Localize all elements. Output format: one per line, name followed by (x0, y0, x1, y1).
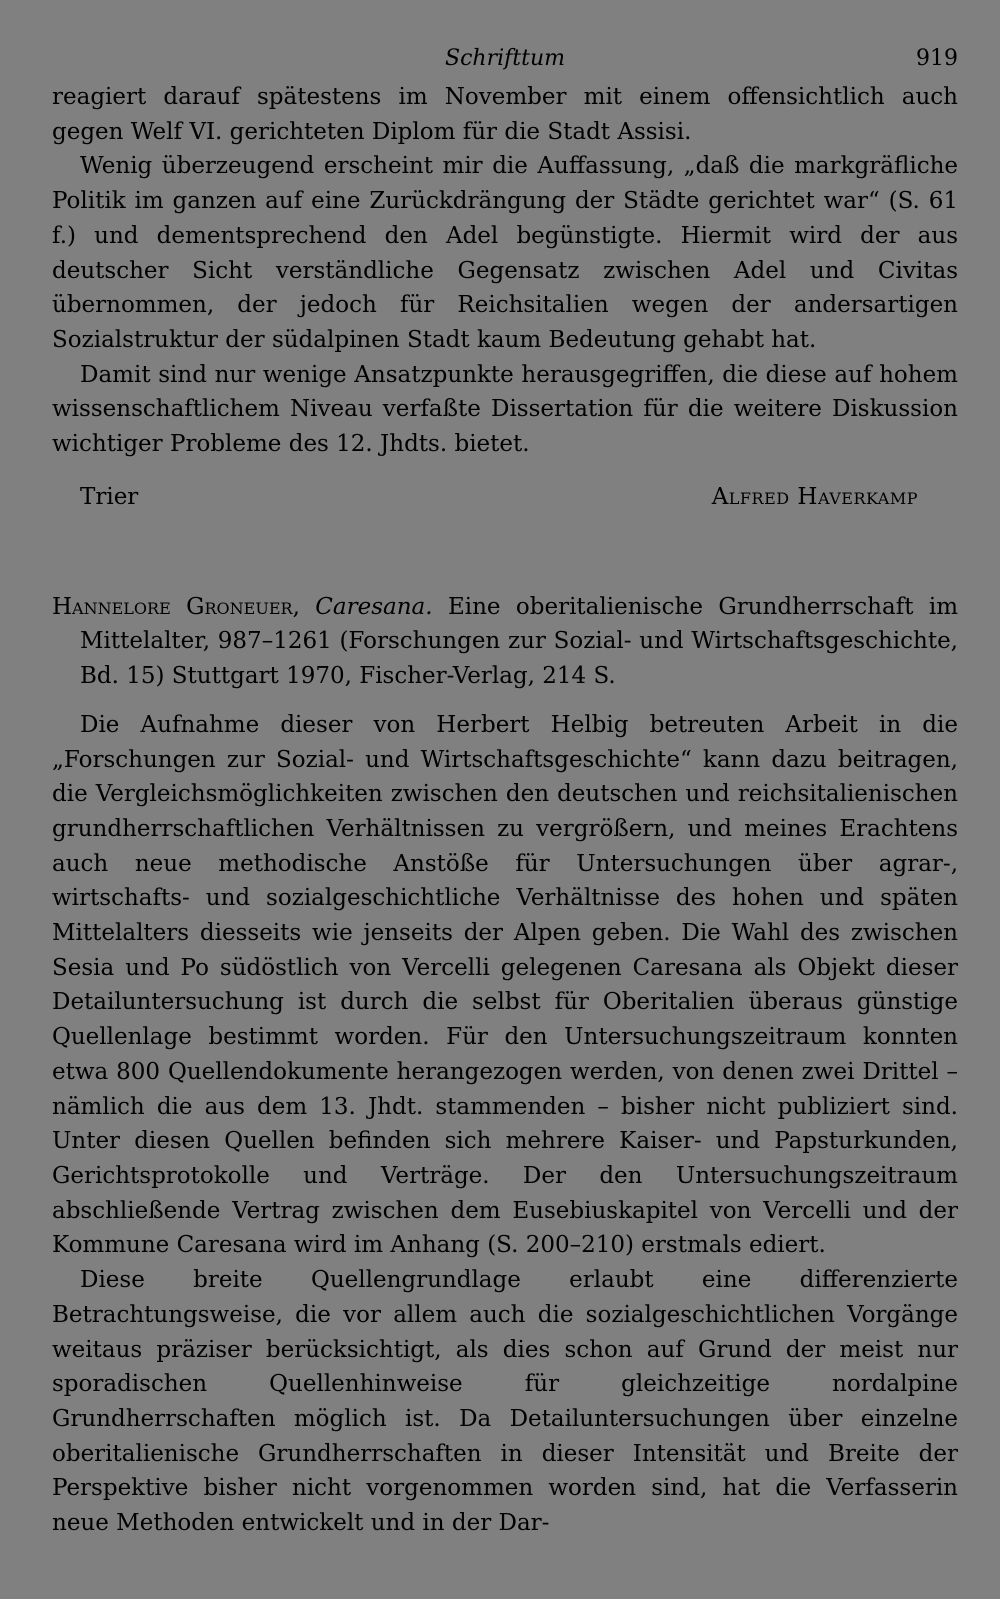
running-title: Schrifttum (445, 46, 565, 71)
running-head (52, 46, 958, 80)
paragraph: Die Aufnahme dieser von Herbert Helbig betreuten Arbeit in die „Forschungen zur Sozial- und Wirtschaftsgeschichte“ kann dazu beitragen, die Vergleichsmöglichkeiten zwischen den deutschen und reichsitalienischen grundherrschaftlichen Verhältnissen zu vergrößern, und meines Erachtens auch neue methodische Anstöße für Untersuchungen über agrar-, wirtschafts- und sozialgeschichtliche Verhältnisse des hohen und späten Mittelalters diesseits wie jenseits der Alpen geben. Die Wahl des zwischen Sesia und Po südöstlich von Vercelli gelegenen Caresana als Objekt dieser Detailuntersuchung ist durch die selbst für Oberitalien überaus günstige Quellenlage bestimmt worden. Für den Untersuchungszeitraum konnten etwa 800 Quellendokumente herangezogen werden, von denen zwei Drittel – nämlich die aus dem 13. Jhdt. stammenden – bisher nicht publiziert sind. Unter diesen Quellen befinden sich mehrere Kaiser- und Papsturkunden, Gerichtsprotokolle und Verträge. Der den Untersuchungszeitraum abschließende Vertrag zwischen dem Eusebiuskapitel von Vercelli und der Kommune Caresana wird im Anhang (S. 200–210) erstmals ediert. (52, 711, 958, 1259)
review-haverkamp (52, 80, 958, 520)
paragraph: Wenig überzeugend erscheint mir die Auffassung, „daß die markgräfliche Politik im ganzen auf eine Zurückdrängung der Städte gerichtet war“ (S. 61 f.) und dementsprechend den Adel begünstigte. Hiermit wird der aus deutscher Sicht verständliche Gegensatz zwischen Adel und Civitas übernommen, der jedoch für Reichsitalien wegen der andersartigen Sozialstruktur der südalpinen Stadt kaum Bedeutung gehabt hat. (52, 153, 958, 353)
page-number: 919 (916, 46, 958, 71)
review-signature (52, 484, 958, 520)
paragraph: Diese breite Quellengrundlage erlaubt eine differenzierte Betrachtungsweise, die vor allem auch die sozialgeschichtlichen Vorgänge weitaus präziser berücksichtigt, als dies schon auf Grund der meist nur sporadischen Quellenhinweise für gleichzeitige nordalpine Grundherrschaften möglich ist. Da Detailuntersuchungen über einzelne oberitalienische Grundherrschaften in dieser Intensität und Breite der Perspektive bisher nicht vorgenommen worden sind, hat die Verfasserin neue Methoden entwickelt und in der Dar- (52, 1267, 958, 1537)
bib-separator: , (292, 593, 316, 620)
paragraph-continued: reagiert darauf spätestens im November mit einem offensichtlich auch gegen Welf VI. gerichteten Diplom für die Stadt Assisi. (52, 84, 958, 145)
book-page (52, 46, 958, 1541)
signature-place: Trier (80, 483, 139, 510)
reviewer-name: Alfred Haverkamp (711, 483, 918, 510)
book-title: Caresana. (315, 593, 433, 620)
book-author: Hannelore Groneuer (52, 593, 293, 620)
bibliographic-entry (52, 590, 958, 694)
review-groneuer (52, 590, 958, 1541)
paragraph: Damit sind nur wenige Ansatzpunkte herausgegriffen, die diese auf hohem wissenschaftlichem Niveau verfaßte Dissertation für die weitere Diskussion wichtiger Probleme des 12. Jhdts. bietet. (52, 361, 958, 458)
book-details: Eine oberitalienische Grundherrschaft im Mittelalter, 987–1261 (Forschungen zur Sozial- und Wirtschaftsgeschichte, Bd. 15) Stuttgart 1970, Fischer-Verlag, 214 S. (80, 593, 959, 690)
